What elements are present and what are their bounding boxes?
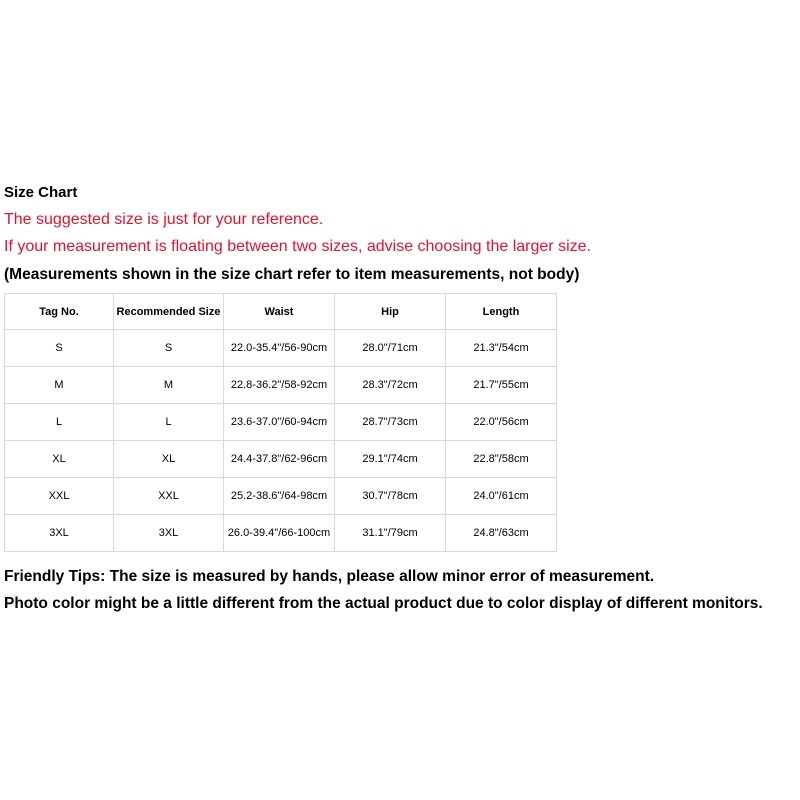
cell-tag-no: M [5, 367, 114, 404]
cell-length: 24.8"/63cm [446, 515, 557, 552]
cell-recommended-size: 3XL [114, 515, 224, 552]
cell-waist: 24.4-37.8"/62-96cm [224, 441, 335, 478]
cell-tag-no: 3XL [5, 515, 114, 552]
cell-hip: 29.1"/74cm [335, 441, 446, 478]
cell-tag-no: XXL [5, 478, 114, 515]
cell-tag-no: XL [5, 441, 114, 478]
header-length: Length [446, 294, 557, 330]
cell-length: 22.0"/56cm [446, 404, 557, 441]
header-waist: Waist [224, 294, 335, 330]
color-disclaimer: Photo color might be a little different from the actual product due to color display of different monitors. [4, 595, 763, 612]
table-row [5, 367, 557, 404]
table-header-row [5, 294, 557, 330]
cell-tag-no: S [5, 330, 114, 367]
cell-length: 24.0"/61cm [446, 478, 557, 515]
header-hip: Hip [335, 294, 446, 330]
cell-waist: 22.8-36.2"/58-92cm [224, 367, 335, 404]
cell-hip: 28.0"/71cm [335, 330, 446, 367]
size-chart-table [4, 293, 557, 552]
cell-hip: 28.7"/73cm [335, 404, 446, 441]
table-row [5, 478, 557, 515]
table-row [5, 441, 557, 478]
cell-recommended-size: XL [114, 441, 224, 478]
cell-waist: 26.0-39.4"/66-100cm [224, 515, 335, 552]
cell-length: 22.8"/58cm [446, 441, 557, 478]
cell-hip: 30.7"/78cm [335, 478, 446, 515]
cell-recommended-size: M [114, 367, 224, 404]
cell-recommended-size: S [114, 330, 224, 367]
table-row [5, 404, 557, 441]
table-row [5, 515, 557, 552]
cell-length: 21.7"/55cm [446, 367, 557, 404]
cell-length: 21.3"/54cm [446, 330, 557, 367]
table-row [5, 330, 557, 367]
cell-recommended-size: XXL [114, 478, 224, 515]
reference-note: The suggested size is just for your reference. [4, 211, 324, 228]
header-tag-no: Tag No. [5, 294, 114, 330]
measurement-note: (Measurements shown in the size chart refer to item measurements, not body) [4, 266, 580, 283]
cell-hip: 28.3"/72cm [335, 367, 446, 404]
header-recommended-size: Recommended Size [114, 294, 224, 330]
cell-waist: 25.2-38.6"/64-98cm [224, 478, 335, 515]
cell-recommended-size: L [114, 404, 224, 441]
friendly-tips: Friendly Tips: The size is measured by hands, please allow minor error of measurement. [4, 568, 655, 585]
cell-waist: 23.6-37.0"/60-94cm [224, 404, 335, 441]
cell-tag-no: L [5, 404, 114, 441]
page-title: Size Chart [4, 184, 78, 201]
sizing-advice: If your measurement is floating between two sizes, advise choosing the larger size. [4, 238, 591, 255]
cell-hip: 31.1"/79cm [335, 515, 446, 552]
cell-waist: 22.0-35.4"/56-90cm [224, 330, 335, 367]
